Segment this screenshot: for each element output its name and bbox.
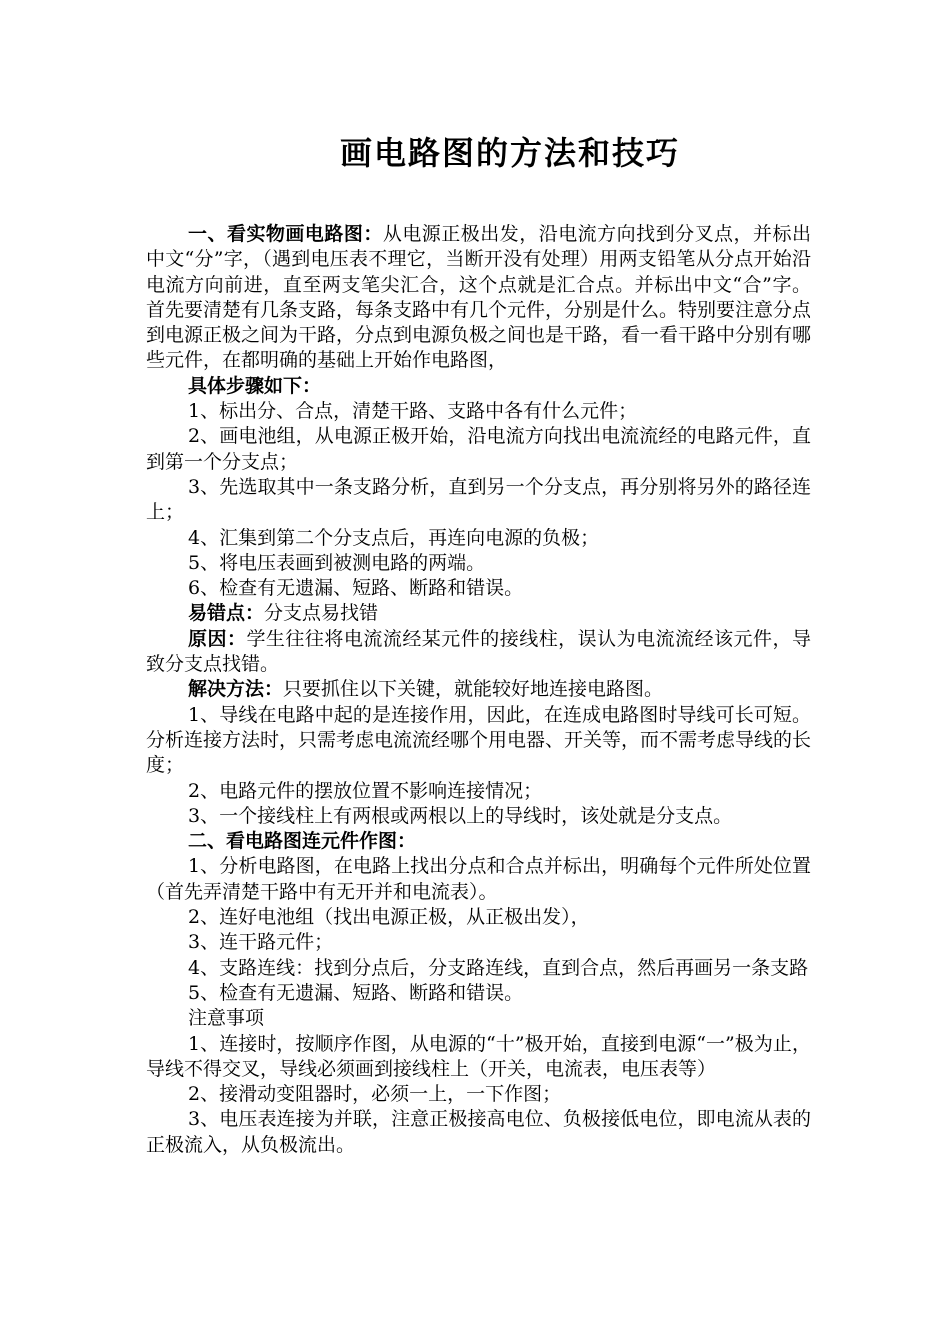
solution-item: 3、一个接线柱上有两根或两根以上的导线时，该处就是分支点。	[188, 804, 733, 827]
step-item: 1、标出分、合点，清楚干路、支路中各有什么元件；	[188, 400, 638, 423]
page-title: 画电路图的方法和技巧	[339, 134, 680, 172]
notes-heading: 注意事项	[188, 1007, 265, 1030]
solution-item: 1、导线在电路中起的是连接作用，因此，在连成电路图时导线可长可短。分析连接方法时，只需考虑电流流经哪个用电器、开关等，而不需考虑导线的长度；	[146, 703, 812, 777]
document-body	[146, 222, 811, 1158]
error-point	[146, 601, 811, 626]
section-1-intro-text: 从电源正极出发，沿电流方向找到分叉点，并标出中文“分”字，（遇到电压表不理它，当断开没有处理）用两支铅笔从分点开始沿电流方向前进，直至两支笔尖汇合，这个点就是汇合点。并标出中文“合”字。首先要清楚有几条支路，每条支路中有几个元件，分别是什么。特别要注意分点到电源正极之间为干路，分点到电源负极之间也是干路，看一看干路中分别有哪些元件，在都明确的基础上开始作电路图，	[146, 223, 812, 372]
error-label: 易错点：	[188, 602, 265, 625]
step-item: 3、先选取其中一条支路分析，直到另一个分支点，再分别将另外的路径连上；	[146, 475, 811, 524]
step-item: 5、将电压表画到被测电路的两端。	[188, 551, 486, 574]
step-item: 2、连好电池组（找出电源正极，从正极出发），	[188, 906, 590, 929]
reason-paragraph	[146, 627, 811, 678]
reason-label: 原因：	[188, 627, 247, 650]
solution-paragraph	[146, 677, 811, 702]
step-item: 1、分析电路图，在电路上找出分点和合点并标出，明确每个元件所处位置（首先弄清楚干路中有无开并和电流表）。	[146, 855, 811, 903]
section-2-heading: 二、看电路图连元件作图：	[188, 830, 417, 853]
step-item: 4、支路连线：找到分点后，分支路连线，直到合点，然后再画另一条支路	[188, 956, 809, 979]
solution-item: 2、电路元件的摆放位置不影响连接情况；	[188, 779, 543, 802]
section-1-intro	[146, 222, 811, 374]
note-item: 1、连接时，按顺序作图，从电源的“十”极开始，直接到电源“一”极为止，导线不得交叉，导线必须画到接线柱上（开关，电流表，电压表等）	[146, 1032, 811, 1080]
note-item: 3、电压表连接为并联，注意正极接高电位、负极接低电位，即电流从表的正极流入，从负极流出。	[146, 1108, 811, 1156]
error-text: 分支点易找错	[264, 602, 379, 625]
note-item: 2、接滑动变阻器时，必须一上，一下作图；	[188, 1083, 562, 1106]
solution-label: 解决方法：	[188, 678, 284, 701]
step-item: 4、汇集到第二个分支点后，再连向电源的负极；	[188, 526, 600, 549]
steps-heading: 具体步骤如下：	[188, 374, 322, 397]
section-1-heading: 一、看实物画电路图：	[188, 223, 383, 245]
step-item: 3、连干路元件；	[188, 931, 334, 954]
reason-text: 学生往往将电流流经某元件的接线柱，误认为电流流经该元件，导致分支点找错。	[146, 627, 811, 676]
step-item: 6、检查有无遗漏、短路、断路和错误。	[188, 577, 524, 600]
step-item: 2、画电池组，从电源正极开始，沿电流方向找出电流流经的电路元件，直到第一个分支点；	[146, 425, 811, 473]
step-item: 5、检查有无遗漏、短路、断路和错误。	[188, 981, 524, 1004]
solution-text: 只要抓住以下关键，就能较好地连接电路图。	[283, 678, 664, 701]
